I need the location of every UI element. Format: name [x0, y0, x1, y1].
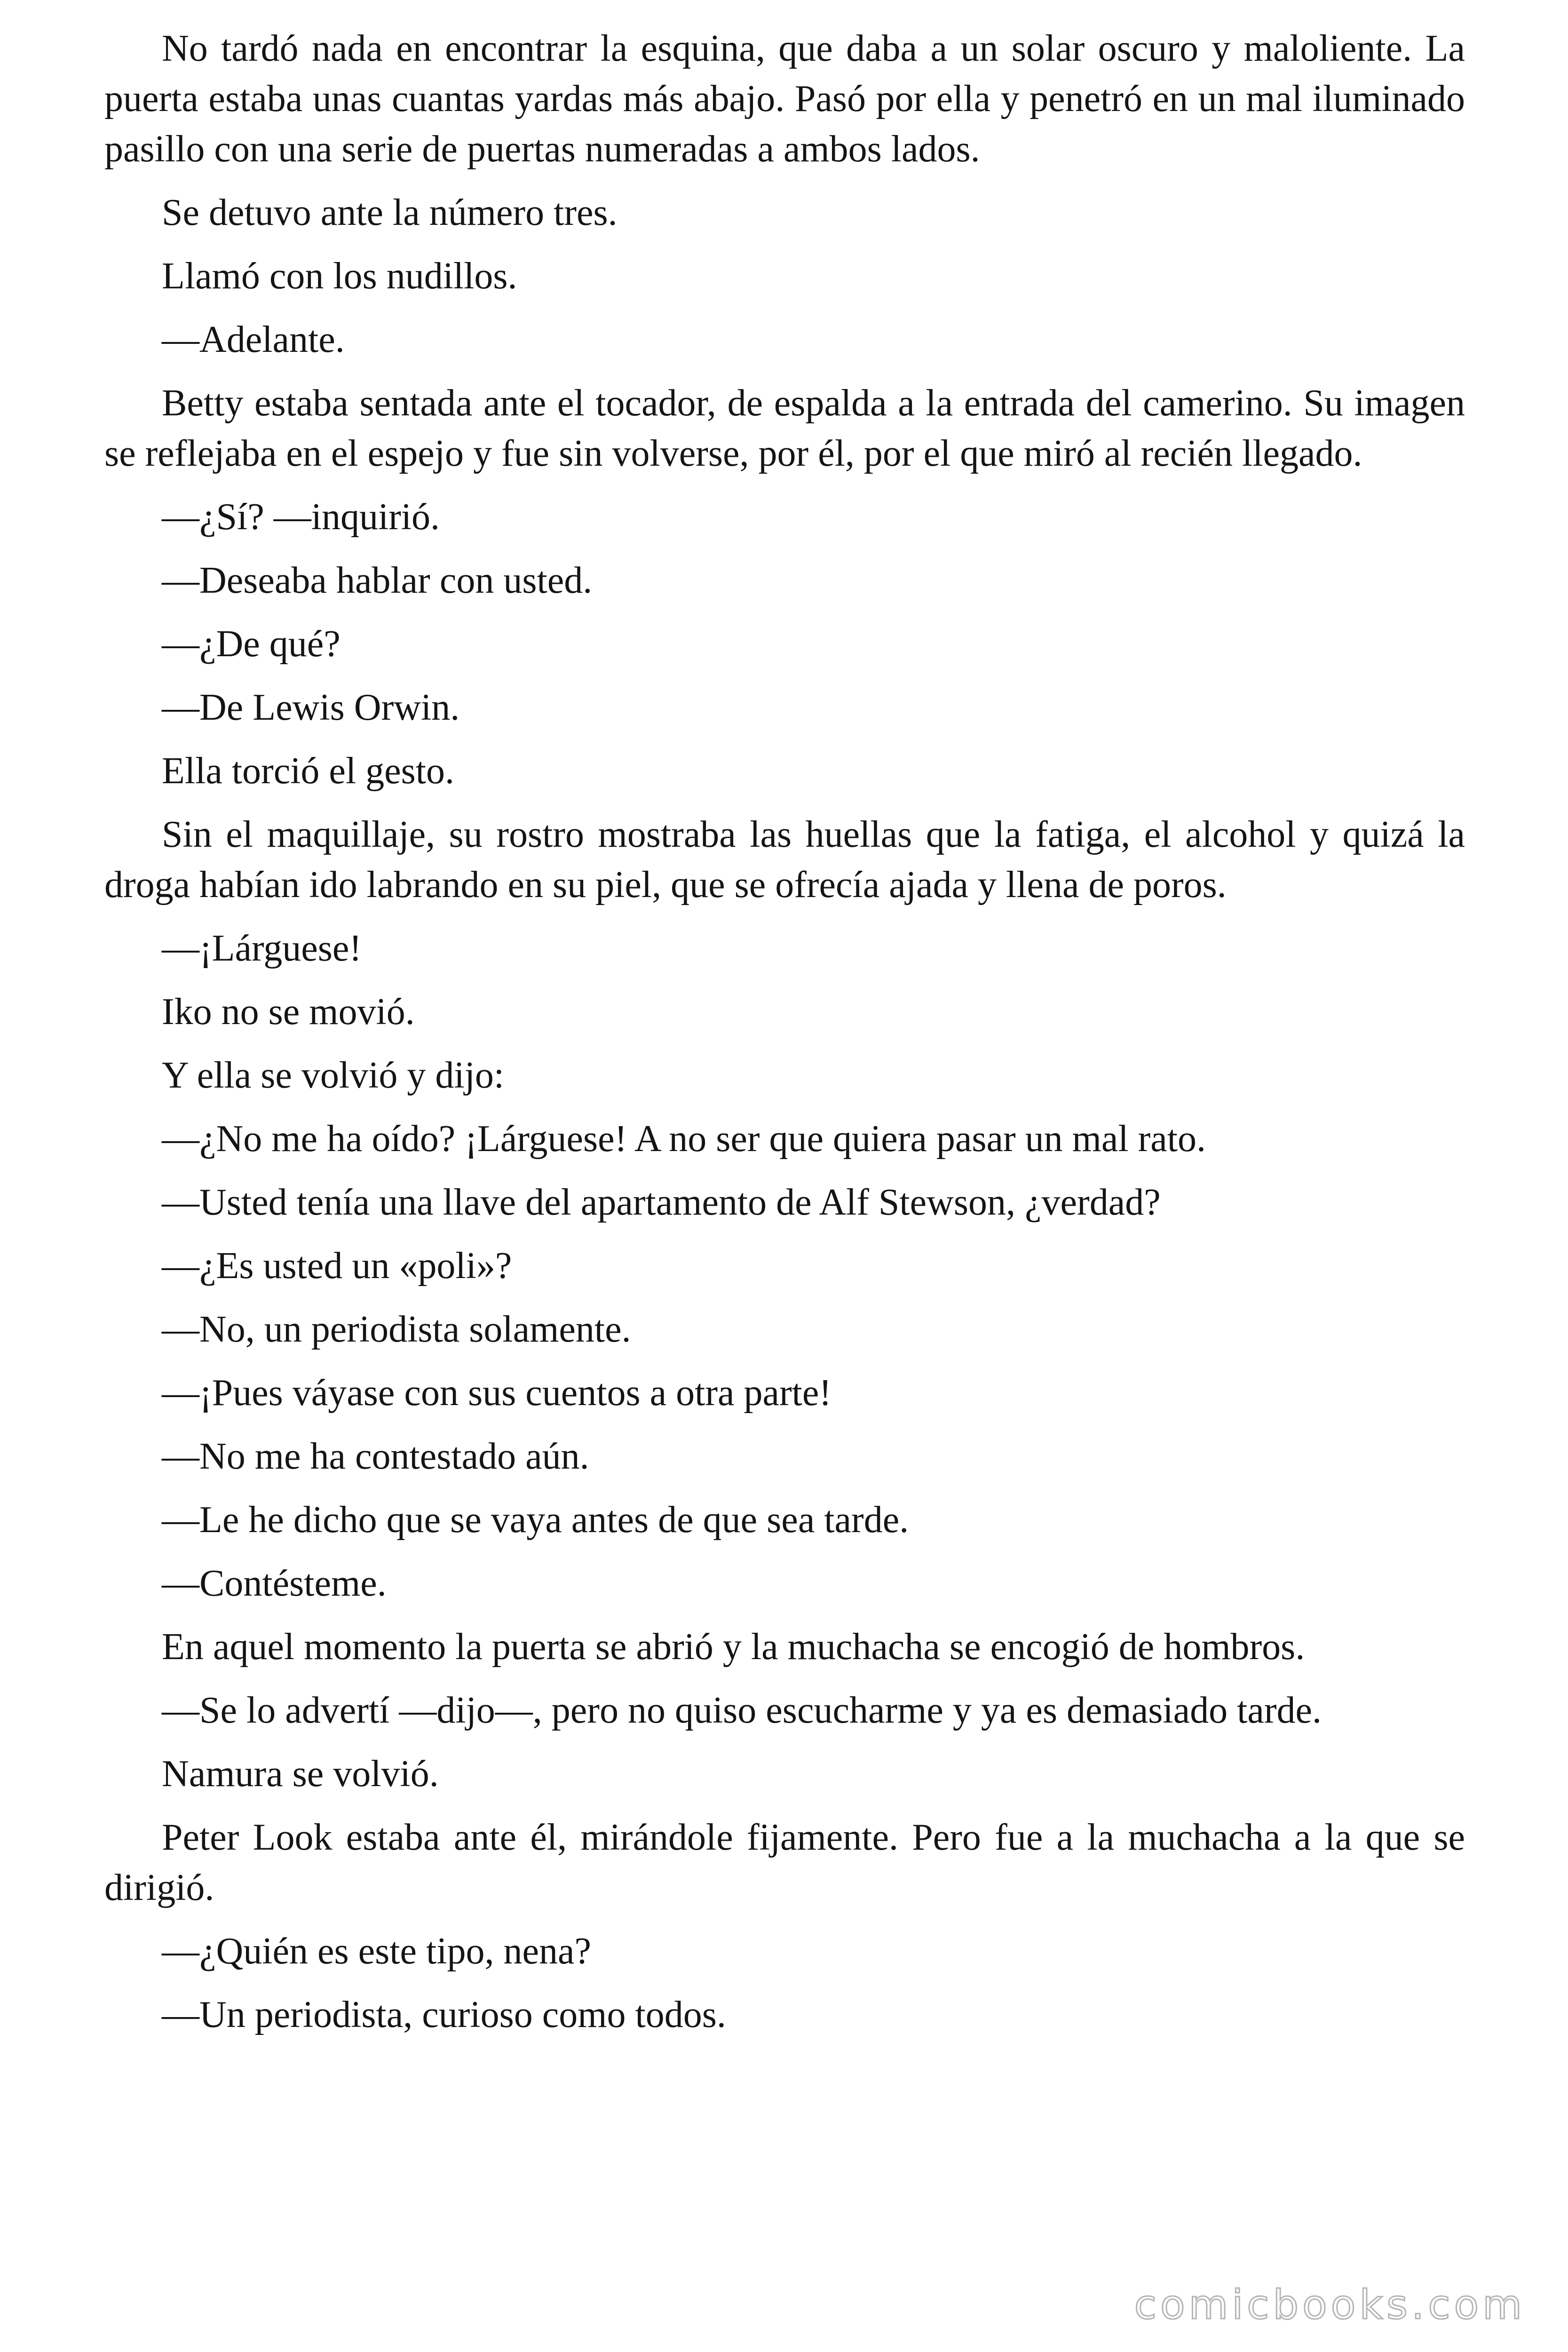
paragraph: —De Lewis Orwin.: [162, 687, 460, 728]
paragraph: —Adelante.: [162, 319, 345, 360]
paragraph: —Le he dicho que se vaya antes de que sea tarde.: [162, 1499, 909, 1541]
paragraph: Namura se volvió.: [162, 1753, 439, 1795]
paragraph: Sin el maquillaje, su rostro mostraba las huellas que la fatiga, el alcohol y quizá la droga habían ido labrando en su piel, que se ofrecía ajada y llena de poros.: [104, 814, 1465, 906]
paragraph: —¿De qué?: [162, 623, 341, 665]
paragraph: —Deseaba hablar con usted.: [162, 560, 593, 601]
paragraph: —¿Es usted un «poli»?: [162, 1245, 512, 1287]
paragraph: Peter Look estaba ante él, mirándole fijamente. Pero fue a la muchacha a la que se dirigió.: [104, 1817, 1465, 1908]
paragraph: —Un periodista, curioso como todos.: [162, 1994, 726, 2035]
text-column: [104, 24, 1465, 2053]
paragraph: —¿Quién es este tipo, nena?: [162, 1931, 592, 1972]
paragraph: —¿No me ha oído? ¡Lárguese! A no ser que quiera pasar un mal rato.: [162, 1118, 1206, 1160]
paragraph: Iko no se movió.: [162, 991, 415, 1033]
paragraph: Ella torció el gesto.: [162, 750, 455, 792]
paragraph: —¡Pues váyase con sus cuentos a otra parte!: [162, 1372, 832, 1414]
paragraph: —Usted tenía una llave del apartamento de Alf Stewson, ¿verdad?: [162, 1182, 1161, 1223]
paragraph: Llamó con los nudillos.: [162, 255, 517, 297]
paragraph: —No, un periodista solamente.: [162, 1309, 631, 1350]
watermark: comicbooks.com: [1134, 2281, 1526, 2328]
paragraph: Y ella se volvió y dijo:: [162, 1055, 505, 1096]
paragraph: Se detuvo ante la número tres.: [162, 192, 618, 233]
paragraph: —Se lo advertí —dijo—, pero no quiso escucharme y ya es demasiado tarde.: [162, 1690, 1322, 1731]
paragraph: —Contésteme.: [162, 1563, 387, 1604]
paragraph: No tardó nada en encontrar la esquina, que daba a un solar oscuro y maloliente. La puerta estaba unas cuantas yardas más abajo. Pasó por ella y penetró en un mal iluminado pasillo con una serie de puertas numeradas a ambos lados.: [104, 28, 1465, 170]
paragraph: —¿Sí? —inquirió.: [162, 496, 440, 538]
paragraph: —¡Lárguese!: [162, 928, 362, 969]
paragraph: En aquel momento la puerta se abrió y la muchacha se encogió de hombros.: [162, 1626, 1305, 1668]
paragraph: —No me ha contestado aún.: [162, 1436, 589, 1477]
paragraph: Betty estaba sentada ante el tocador, de espalda a la entrada del camerino. Su imagen se reflejaba en el espejo y fue sin volverse, por él, por el que miró al recién llegado.: [104, 382, 1465, 474]
